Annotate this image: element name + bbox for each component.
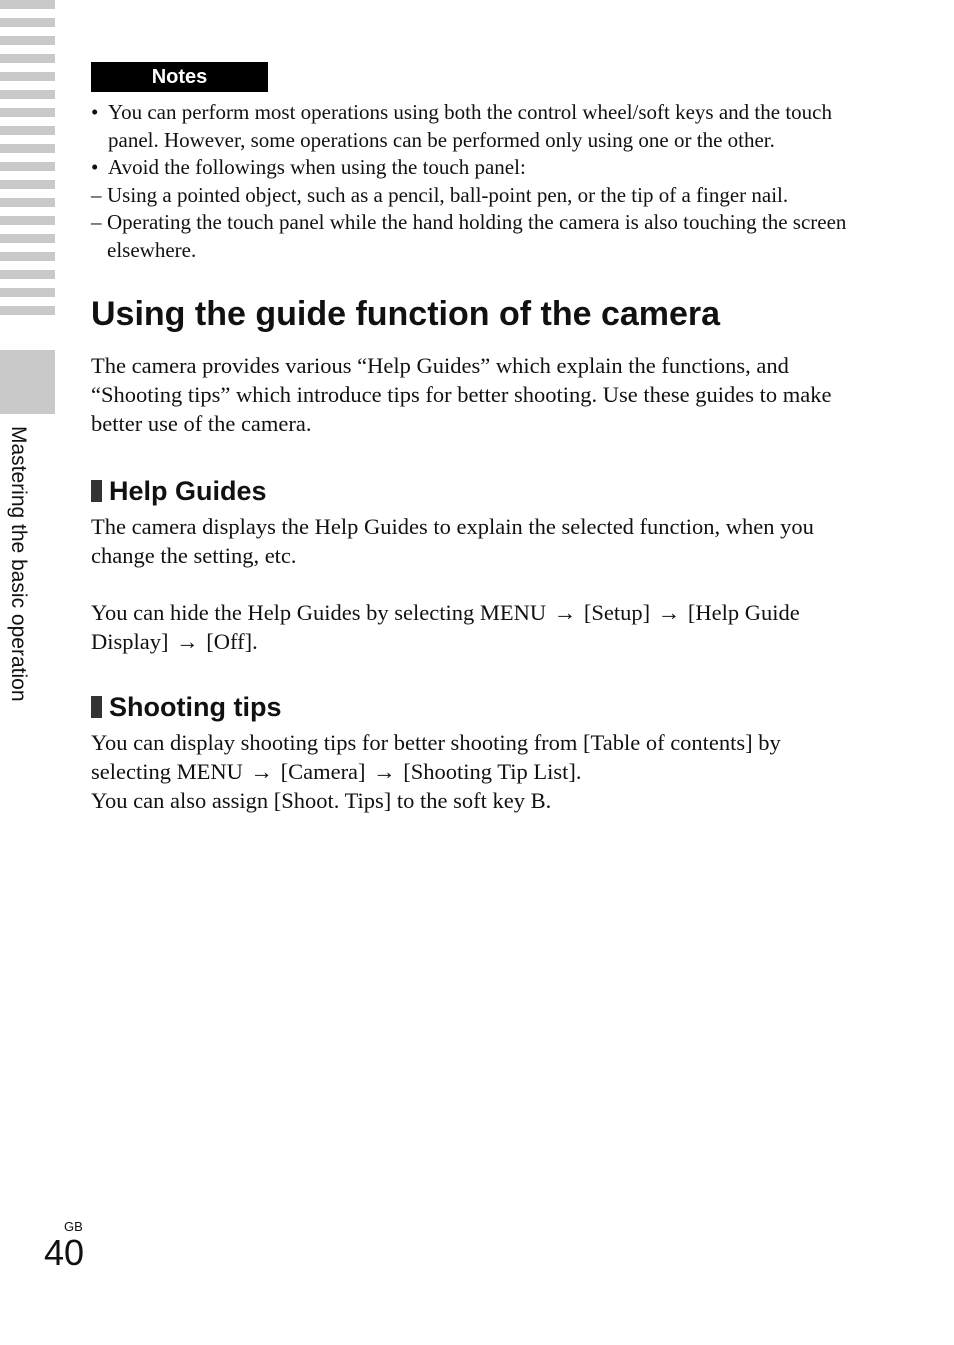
edge-tab-block	[0, 350, 55, 414]
shooting-tips-softkey-paragraph: You can also assign [Shoot. Tips] to the soft key B.	[91, 788, 552, 813]
edge-stripes	[0, 0, 55, 340]
notes-badge: Notes	[91, 62, 268, 92]
arrow-right-icon: →	[250, 759, 273, 784]
section-marker-icon	[91, 696, 102, 718]
help-guides-paragraph: The camera displays the Help Guides to explain the selected function, when you change the setting, etc.	[91, 514, 814, 568]
arrow-right-icon: →	[176, 629, 199, 654]
chapter-side-label: Mastering the basic operation	[7, 426, 30, 702]
page-number: 40	[44, 1232, 85, 1273]
note-sub-item: – Operating the touch panel while the hand holding the camera is also touching the screen elsewhere.	[91, 209, 851, 264]
intro-paragraph: The camera provides various “Help Guides” which explain the functions, and “Shooting tips” which introduce tips for better shooting. Use these guides to make better use of the camera.	[91, 353, 832, 436]
help-guides-menu-path: You can hide the Help Guides by selecting MENU → [Setup] → [Help Guide Display] → [Off].	[91, 600, 800, 654]
page-region-code: GB	[64, 1219, 83, 1234]
page-title: Using the guide function of the camera	[91, 295, 721, 333]
help-guides-heading: Help Guides	[91, 474, 851, 508]
shooting-tips-menu-path: You can display shooting tips for better shooting from [Table of contents] by selecting MENU → [Camera] → [Shooting Tip List].	[91, 730, 781, 784]
arrow-right-icon: →	[657, 600, 681, 625]
note-item: • You can perform most operations using both the control wheel/soft keys and the touch panel. However, some operations can be performed only using one or the other.	[91, 99, 851, 154]
arrow-right-icon: →	[373, 759, 396, 784]
shooting-tips-heading: Shooting tips	[91, 690, 851, 724]
page-content	[91, 62, 851, 815]
note-item: • Avoid the followings when using the touch panel:	[91, 154, 851, 182]
section-marker-icon	[91, 480, 102, 502]
notes-list	[91, 99, 851, 182]
notes-sub-list	[91, 182, 851, 265]
arrow-right-icon: →	[553, 600, 577, 625]
note-sub-item: – Using a pointed object, such as a pencil, ball-point pen, or the tip of a finger nail.	[91, 182, 851, 210]
